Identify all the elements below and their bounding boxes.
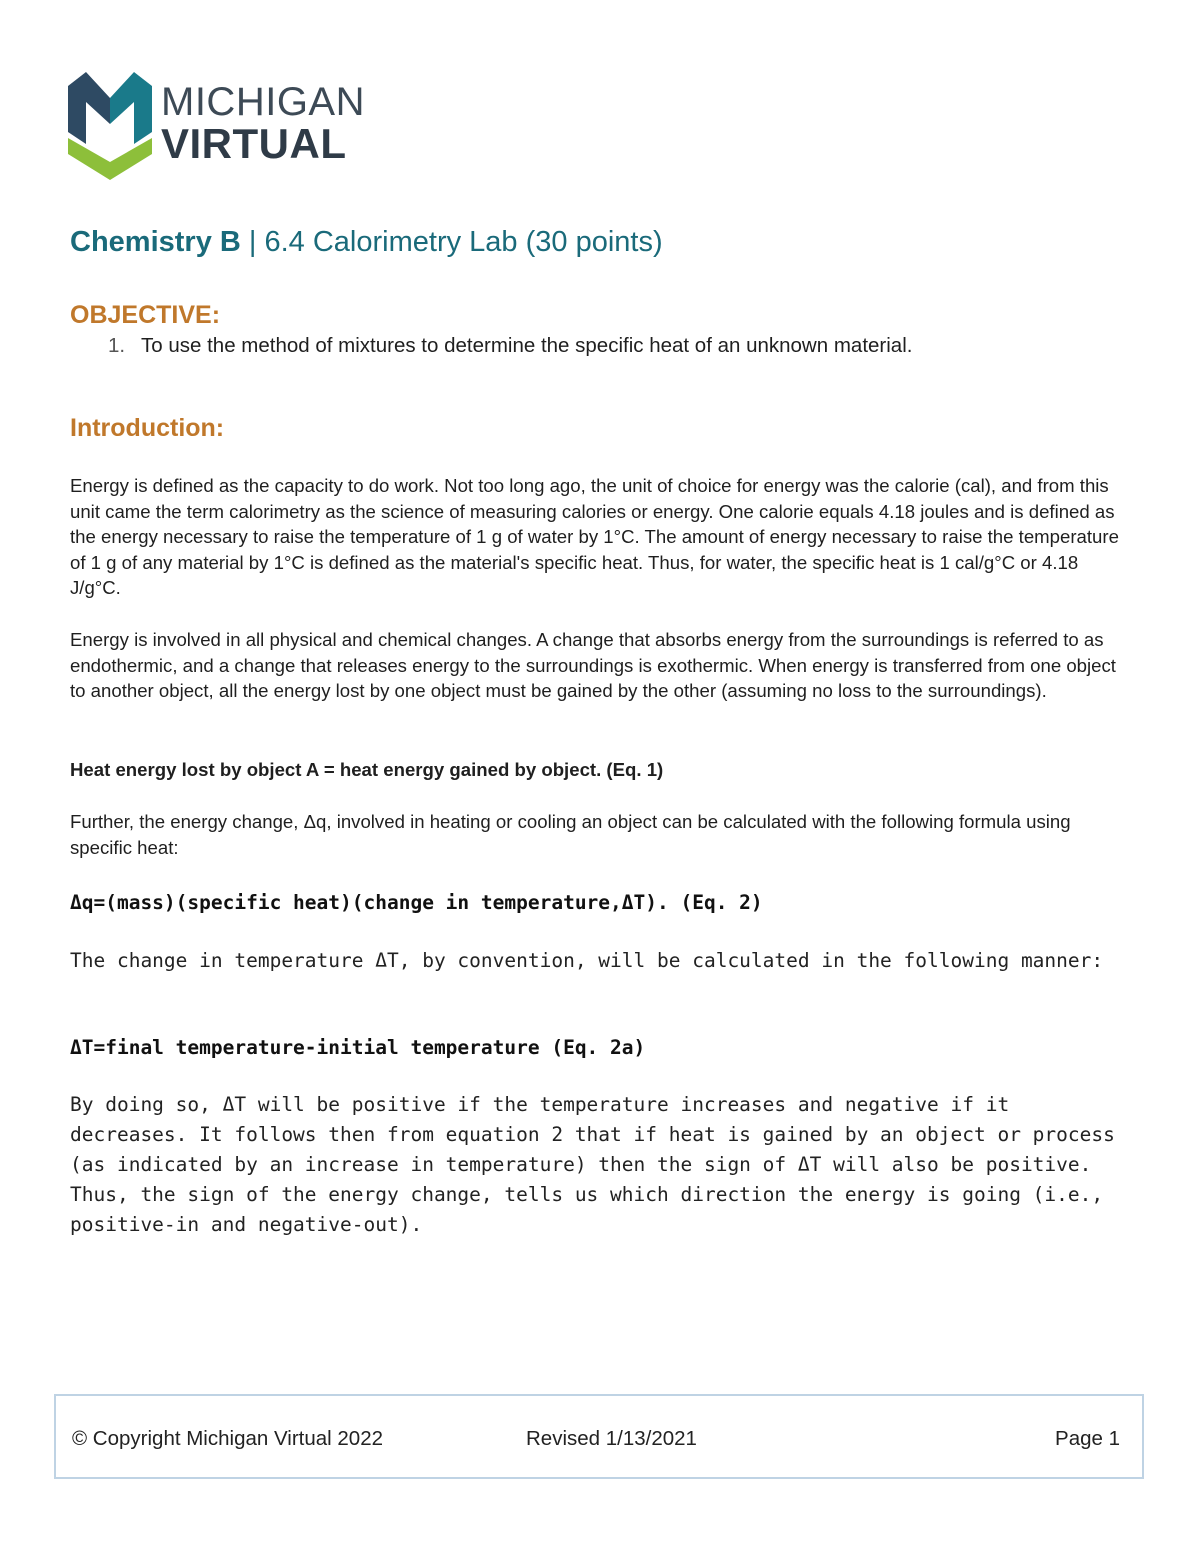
intro-paragraph-3: Further, the energy change, Δq, involved in heating or cooling an object can be calculated with the following formula using specific heat:	[70, 811, 1071, 858]
objective-list	[108, 334, 912, 358]
equation-2: Δq=(mass)(specific heat)(change in temperature,ΔT). (Eq. 2)	[70, 891, 763, 914]
introduction-heading: Introduction:	[70, 414, 225, 442]
equation-2a: ΔT=final temperature-initial temperature (Eq. 2a)	[70, 1036, 646, 1059]
intro-paragraph-5: By doing so, ΔT will be positive if the temperature increases and negative if it decreases. It follows then from equation 2 that if heat is gained by an object or process (as indicated by an increase in temperature) then the sign of ΔT will also be positive. Thus, the sign of the energy change, tells us which direction the energy is going (i.e., positive-in and negative-out).	[70, 1093, 1115, 1236]
page-footer	[54, 1394, 1144, 1479]
footer-page-number: Page 1	[1055, 1427, 1120, 1450]
course-name: Chemistry B	[70, 226, 241, 258]
objective-item-number: 1.	[108, 334, 126, 357]
logo-m-icon	[68, 68, 152, 180]
objective-heading: OBJECTIVE:	[70, 301, 221, 329]
assignment-name: 6.4 Calorimetry Lab (30 points)	[264, 226, 663, 258]
intro-paragraph-4: The change in temperature ΔT, by convention, will be calculated in the following manner:	[70, 949, 1104, 972]
logo-line-virtual: VIRTUAL	[161, 120, 347, 167]
michigan-virtual-logo	[68, 68, 365, 183]
footer-revised-date: Revised 1/13/2021	[526, 1427, 697, 1450]
intro-paragraph-2: Energy is involved in all physical and chemical changes. A change that absorbs energy from the surroundings is referred to as endothermic, and a change that releases energy to the surroundings is exothermic. When energy is transferred from one object to another object, all the energy lost by one object must be gained by the other (assuming no loss to the surroundings).	[70, 629, 1116, 701]
logo-line-michigan: MICHIGAN	[161, 80, 365, 124]
intro-paragraph-1: Energy is defined as the capacity to do work. Not too long ago, the unit of choice for energy was the calorie (cal), and from this unit came the term calorimetry as the science of measuring calories or energy. One calorie equals 4.18 joules and is defined as the energy necessary to raise the temperature of 1 g of water by 1°C. The amount of energy necessary to raise the temperature of 1 g of any material by 1°C is defined as the material's specific heat. Thus, for water, the specific heat is 1 cal/g°C or 4.18 J/g°C.	[70, 475, 1119, 598]
objective-item-text: To use the method of mixtures to determine the specific heat of an unknown material.	[141, 334, 913, 357]
footer-copyright: © Copyright Michigan Virtual 2022	[72, 1427, 384, 1450]
title-separator: |	[240, 226, 265, 258]
objective-item	[108, 334, 912, 358]
document-title	[70, 226, 663, 259]
equation-1: Heat energy lost by object A = heat energy gained by object. (Eq. 1)	[70, 759, 664, 780]
